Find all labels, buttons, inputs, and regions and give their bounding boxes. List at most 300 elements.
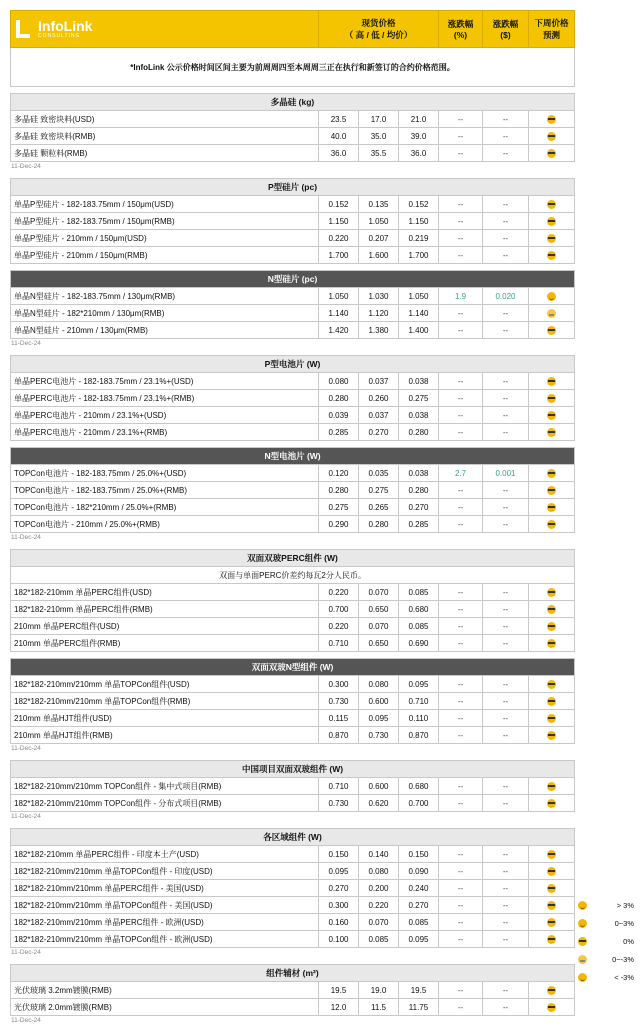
change-pct: --	[439, 111, 483, 128]
price-header: 现货价格 （ 高 / 低 / 均价）	[319, 11, 439, 48]
price-low: 1.120	[359, 305, 399, 322]
price-high: 23.5	[319, 111, 359, 128]
price-low: 35.0	[359, 128, 399, 145]
table-row	[11, 213, 575, 230]
price-low: 1.030	[359, 288, 399, 305]
product-name: 单晶PERC电池片 - 210mm / 23.1%+(RMB)	[11, 424, 319, 441]
change-pct: 1.9	[439, 288, 483, 305]
table-row	[11, 897, 575, 914]
cool-face-icon	[547, 986, 556, 995]
change-usd: --	[483, 322, 529, 339]
product-name: 单晶N型硅片 - 182*210mm / 130μm(RMB)	[11, 305, 319, 322]
section-title: 各区域组件 (W)	[11, 829, 575, 846]
forecast-cell	[529, 322, 575, 339]
date-label: 11-Dec-24	[11, 745, 41, 752]
change-pct: --	[439, 931, 483, 948]
cool-face-icon	[547, 428, 556, 437]
cool-face-icon	[547, 149, 556, 158]
change-pct: --	[439, 880, 483, 897]
forecast-cell	[529, 914, 575, 931]
brand-name: InfoLink	[38, 18, 93, 34]
price-avg: 1.140	[399, 305, 439, 322]
legend-text: < -3%	[614, 972, 634, 982]
price-avg: 11.75	[399, 999, 439, 1016]
cool-face-icon	[547, 115, 556, 124]
table-row	[11, 693, 575, 710]
forecast-cell	[529, 288, 575, 305]
price-avg: 0.270	[399, 499, 439, 516]
legend-text: > 3%	[616, 900, 634, 910]
legend-item	[578, 950, 638, 968]
forecast-cell	[529, 846, 575, 863]
price-low: 0.620	[359, 795, 399, 812]
price-low: 0.650	[359, 635, 399, 652]
change-pct: --	[439, 846, 483, 863]
section-title: 中国项目双面双玻组件 (W)	[11, 761, 575, 778]
forecast-cell	[529, 196, 575, 213]
cool-face-icon	[547, 588, 556, 597]
sections-container	[10, 87, 574, 1026]
change-usd: --	[483, 407, 529, 424]
price-avg: 0.085	[399, 584, 439, 601]
product-name: 182*182-210mm/210mm 单晶TOPCon组件(RMB)	[11, 693, 319, 710]
cool-face-icon	[547, 503, 556, 512]
price-avg: 0.090	[399, 863, 439, 880]
date-label: 11-Dec-24	[11, 949, 41, 956]
price-low: 0.140	[359, 846, 399, 863]
product-name: 多晶硅 颗粒料(RMB)	[11, 145, 319, 162]
change-pct: --	[439, 305, 483, 322]
price-low: 0.200	[359, 880, 399, 897]
price-avg: 0.280	[399, 424, 439, 441]
forecast-header: 下周价格 预测	[529, 11, 575, 48]
legend-text: 0~-3%	[612, 954, 634, 964]
cool-face-icon	[547, 918, 556, 927]
forecast-cell	[529, 128, 575, 145]
price-low: 0.070	[359, 914, 399, 931]
table-row	[11, 635, 575, 652]
price-high: 0.870	[319, 727, 359, 744]
section-title: N型电池片 (W)	[11, 448, 575, 465]
section-title: N型硅片 (pc)	[11, 271, 575, 288]
change-usd: --	[483, 897, 529, 914]
price-avg: 0.038	[399, 373, 439, 390]
product-name: 单晶N型硅片 - 210mm / 130μm(RMB)	[11, 322, 319, 339]
change-pct: --	[439, 693, 483, 710]
price-avg: 0.680	[399, 601, 439, 618]
legend-text: 0%	[623, 936, 634, 946]
section-table	[10, 270, 575, 339]
cool-face-icon	[547, 1003, 556, 1012]
price-high: 12.0	[319, 999, 359, 1016]
forecast-cell	[529, 999, 575, 1016]
change-usd: --	[483, 128, 529, 145]
legend-item	[578, 896, 638, 914]
forecast-cell	[529, 305, 575, 322]
table-row	[11, 676, 575, 693]
legend-item	[578, 968, 638, 986]
price-low: 0.280	[359, 516, 399, 533]
price-high: 0.220	[319, 230, 359, 247]
forecast-cell	[529, 230, 575, 247]
product-name: 单晶P型硅片 - 182-183.75mm / 150μm(RMB)	[11, 213, 319, 230]
chg-pct-header: 涨跌幅 (%)	[439, 11, 483, 48]
table-row	[11, 863, 575, 880]
forecast-cell	[529, 727, 575, 744]
change-usd: --	[483, 247, 529, 264]
change-usd: --	[483, 482, 529, 499]
product-name: 单晶P型硅片 - 210mm / 150μm(RMB)	[11, 247, 319, 264]
product-name: 182*182-210mm/210mm 单晶TOPCon组件 - 印度(USD)	[11, 863, 319, 880]
table-row	[11, 618, 575, 635]
change-pct: --	[439, 128, 483, 145]
change-pct: --	[439, 213, 483, 230]
legend-item	[578, 914, 638, 932]
product-name: 单晶PERC电池片 - 182-183.75mm / 23.1%+(USD)	[11, 373, 319, 390]
section-table	[10, 178, 575, 264]
table-row	[11, 880, 575, 897]
forecast-cell	[529, 424, 575, 441]
price-low: 0.275	[359, 482, 399, 499]
cool-face-icon	[547, 884, 556, 893]
forecast-cell	[529, 465, 575, 482]
section-title: 双面双玻N型组件 (W)	[11, 659, 575, 676]
infolink-logo-icon	[14, 18, 32, 40]
cool-face-icon	[547, 680, 556, 689]
price-low: 0.037	[359, 373, 399, 390]
price-high: 0.220	[319, 584, 359, 601]
change-pct: --	[439, 373, 483, 390]
price-low: 0.260	[359, 390, 399, 407]
cool-face-icon	[547, 622, 556, 631]
price-high: 0.300	[319, 676, 359, 693]
legend-text: 0~3%	[614, 918, 634, 928]
section-title: 组件辅材 (m²)	[11, 965, 575, 982]
cool-face-icon	[547, 217, 556, 226]
price-high: 0.290	[319, 516, 359, 533]
change-usd: --	[483, 999, 529, 1016]
table-row	[11, 230, 575, 247]
table-row	[11, 710, 575, 727]
change-pct: --	[439, 230, 483, 247]
change-usd: --	[483, 727, 529, 744]
change-pct: --	[439, 247, 483, 264]
price-avg: 0.085	[399, 618, 439, 635]
change-pct: --	[439, 499, 483, 516]
price-high: 0.039	[319, 407, 359, 424]
change-usd: --	[483, 516, 529, 533]
section-title: 多晶硅 (kg)	[11, 94, 575, 111]
cool-face-icon	[547, 850, 556, 859]
change-pct: --	[439, 618, 483, 635]
forecast-cell	[529, 499, 575, 516]
price-avg: 0.085	[399, 914, 439, 931]
product-name: 多晶硅 致密块料(RMB)	[11, 128, 319, 145]
price-avg: 0.095	[399, 676, 439, 693]
forecast-cell	[529, 390, 575, 407]
forecast-cell	[529, 931, 575, 948]
price-avg: 19.5	[399, 982, 439, 999]
cool-face-icon	[547, 799, 556, 808]
change-usd: --	[483, 390, 529, 407]
price-high: 1.050	[319, 288, 359, 305]
cool-face-icon	[547, 697, 556, 706]
forecast-cell	[529, 373, 575, 390]
price-low: 0.085	[359, 931, 399, 948]
smile-face-icon	[547, 292, 556, 301]
price-high: 0.710	[319, 778, 359, 795]
cool-face-icon	[547, 520, 556, 529]
section-table	[10, 549, 575, 652]
price-high: 0.120	[319, 465, 359, 482]
logo-cell	[11, 11, 319, 48]
price-low: 0.080	[359, 863, 399, 880]
price-high: 0.160	[319, 914, 359, 931]
product-name: 182*182-210mm 单晶PERC组件(USD)	[11, 584, 319, 601]
table-row	[11, 424, 575, 441]
price-avg: 0.680	[399, 778, 439, 795]
product-name: 182*182-210mm 单晶PERC组件 - 印度本土产(USD)	[11, 846, 319, 863]
section-table	[10, 355, 575, 441]
change-usd: --	[483, 795, 529, 812]
cool-face-icon	[547, 411, 556, 420]
price-low: 0.600	[359, 778, 399, 795]
price-avg: 0.285	[399, 516, 439, 533]
price-avg: 0.110	[399, 710, 439, 727]
price-avg: 0.240	[399, 880, 439, 897]
price-low: 0.080	[359, 676, 399, 693]
product-name: 182*182-210mm/210mm TOPCon组件 - 集中式项目(RMB)	[11, 778, 319, 795]
change-usd: --	[483, 710, 529, 727]
product-name: 182*182-210mm/210mm 单晶TOPCon组件 - 欧洲(USD)	[11, 931, 319, 948]
section-table	[10, 447, 575, 533]
table-row	[11, 778, 575, 795]
table-row	[11, 499, 575, 516]
price-low: 11.5	[359, 999, 399, 1016]
forecast-cell	[529, 778, 575, 795]
change-pct: --	[439, 390, 483, 407]
price-avg: 0.700	[399, 795, 439, 812]
price-low: 0.270	[359, 424, 399, 441]
change-pct: --	[439, 424, 483, 441]
price-high: 1.150	[319, 213, 359, 230]
section-table	[10, 828, 575, 948]
price-high: 0.080	[319, 373, 359, 390]
price-high: 40.0	[319, 128, 359, 145]
table-row	[11, 196, 575, 213]
table-row	[11, 999, 575, 1016]
price-low: 1.380	[359, 322, 399, 339]
change-pct: --	[439, 897, 483, 914]
change-pct: --	[439, 727, 483, 744]
change-pct: --	[439, 584, 483, 601]
table-row	[11, 584, 575, 601]
change-usd: --	[483, 863, 529, 880]
change-usd: --	[483, 213, 529, 230]
cool-face-icon	[547, 200, 556, 209]
change-pct: --	[439, 999, 483, 1016]
table-row	[11, 982, 575, 999]
smile-face-icon	[578, 973, 587, 982]
product-name: TOPCon电池片 - 182-183.75mm / 25.0%+(USD)	[11, 465, 319, 482]
change-usd: --	[483, 778, 529, 795]
price-high: 0.095	[319, 863, 359, 880]
change-pct: --	[439, 145, 483, 162]
change-usd: --	[483, 145, 529, 162]
chg-usd-header: 涨跌幅 ($)	[483, 11, 529, 48]
forecast-cell	[529, 584, 575, 601]
change-usd: 0.001	[483, 465, 529, 482]
forecast-cell	[529, 676, 575, 693]
price-avg: 0.152	[399, 196, 439, 213]
price-high: 0.115	[319, 710, 359, 727]
change-usd: --	[483, 931, 529, 948]
price-avg: 1.150	[399, 213, 439, 230]
cool-face-icon	[547, 731, 556, 740]
change-usd: --	[483, 584, 529, 601]
change-pct: 2.7	[439, 465, 483, 482]
table-row	[11, 465, 575, 482]
price-avg: 0.280	[399, 482, 439, 499]
change-usd: --	[483, 373, 529, 390]
change-usd: --	[483, 846, 529, 863]
forecast-cell	[529, 635, 575, 652]
product-name: TOPCon电池片 - 182-183.75mm / 25.0%+(RMB)	[11, 482, 319, 499]
price-avg: 0.275	[399, 390, 439, 407]
change-pct: --	[439, 982, 483, 999]
price-low: 0.730	[359, 727, 399, 744]
section-subtitle: 双面与单面PERC价差约每瓦2分人民币。	[11, 567, 575, 584]
smile-face-icon	[578, 901, 587, 910]
header-table	[10, 10, 575, 87]
price-low: 0.095	[359, 710, 399, 727]
table-row	[11, 516, 575, 533]
cool-face-icon	[547, 901, 556, 910]
product-name: 182*182-210mm/210mm 单晶TOPCon组件 - 美国(USD)	[11, 897, 319, 914]
product-name: 光伏玻璃 2.0mm镀膜(RMB)	[11, 999, 319, 1016]
table-row	[11, 407, 575, 424]
price-high: 0.152	[319, 196, 359, 213]
price-low: 35.5	[359, 145, 399, 162]
price-avg: 0.038	[399, 407, 439, 424]
product-name: 单晶PERC电池片 - 182-183.75mm / 23.1%+(RMB)	[11, 390, 319, 407]
table-row	[11, 390, 575, 407]
forecast-cell	[529, 516, 575, 533]
price-low: 0.220	[359, 897, 399, 914]
change-usd: --	[483, 601, 529, 618]
price-low: 0.035	[359, 465, 399, 482]
change-pct: --	[439, 635, 483, 652]
change-pct: --	[439, 710, 483, 727]
change-usd: --	[483, 982, 529, 999]
price-low: 0.600	[359, 693, 399, 710]
change-pct: --	[439, 322, 483, 339]
date-label: 11-Dec-24	[11, 813, 41, 820]
cool-face-icon	[547, 377, 556, 386]
price-avg: 0.038	[399, 465, 439, 482]
table-row	[11, 128, 575, 145]
change-pct: --	[439, 863, 483, 880]
change-pct: --	[439, 914, 483, 931]
smile-face-icon	[578, 919, 587, 928]
product-name: 单晶P型硅片 - 182-183.75mm / 150μm(USD)	[11, 196, 319, 213]
cool-face-icon	[547, 326, 556, 335]
price-high: 0.270	[319, 880, 359, 897]
date-label: 11-Dec-24	[11, 534, 41, 541]
price-high: 0.275	[319, 499, 359, 516]
forecast-cell	[529, 795, 575, 812]
price-high: 1.700	[319, 247, 359, 264]
change-usd: --	[483, 424, 529, 441]
price-avg: 0.710	[399, 693, 439, 710]
cool-face-icon	[547, 935, 556, 944]
table-row	[11, 846, 575, 863]
product-name: 多晶硅 致密块料(USD)	[11, 111, 319, 128]
date-label: 11-Dec-24	[11, 1017, 41, 1024]
change-usd: --	[483, 499, 529, 516]
price-avg: 1.400	[399, 322, 439, 339]
forecast-cell	[529, 693, 575, 710]
forecast-cell	[529, 897, 575, 914]
product-name: 182*182-210mm/210mm 单晶TOPCon组件(USD)	[11, 676, 319, 693]
price-avg: 0.690	[399, 635, 439, 652]
section-table	[10, 964, 575, 1016]
price-low: 0.070	[359, 618, 399, 635]
change-pct: --	[439, 482, 483, 499]
forecast-cell	[529, 145, 575, 162]
price-sheet	[10, 10, 574, 1026]
product-name: 210mm 单晶HJT组件(USD)	[11, 710, 319, 727]
price-avg: 21.0	[399, 111, 439, 128]
price-high: 19.5	[319, 982, 359, 999]
cool-face-icon	[547, 132, 556, 141]
change-usd: --	[483, 914, 529, 931]
price-high: 0.285	[319, 424, 359, 441]
change-usd: --	[483, 618, 529, 635]
section-title: P型硅片 (pc)	[11, 179, 575, 196]
table-row	[11, 931, 575, 948]
change-usd: --	[483, 196, 529, 213]
change-usd: --	[483, 230, 529, 247]
price-high: 0.220	[319, 618, 359, 635]
forecast-cell	[529, 482, 575, 499]
forecast-cell	[529, 880, 575, 897]
price-low: 1.050	[359, 213, 399, 230]
cool-face-icon	[547, 486, 556, 495]
section-table	[10, 658, 575, 744]
brand-sub: CONSULTING	[38, 33, 81, 39]
price-low: 0.650	[359, 601, 399, 618]
price-high: 36.0	[319, 145, 359, 162]
change-usd: --	[483, 111, 529, 128]
cool-face-icon	[547, 867, 556, 876]
grimace-face-icon	[578, 955, 587, 964]
price-avg: 39.0	[399, 128, 439, 145]
change-pct: --	[439, 516, 483, 533]
forecast-cell	[529, 982, 575, 999]
price-low: 1.600	[359, 247, 399, 264]
legend-item	[578, 932, 638, 950]
price-low: 0.207	[359, 230, 399, 247]
change-pct: --	[439, 407, 483, 424]
forecast-cell	[529, 213, 575, 230]
price-low: 0.265	[359, 499, 399, 516]
price-high: 1.140	[319, 305, 359, 322]
price-low: 0.037	[359, 407, 399, 424]
cool-face-icon	[578, 937, 587, 946]
price-high: 0.700	[319, 601, 359, 618]
cool-face-icon	[547, 251, 556, 260]
